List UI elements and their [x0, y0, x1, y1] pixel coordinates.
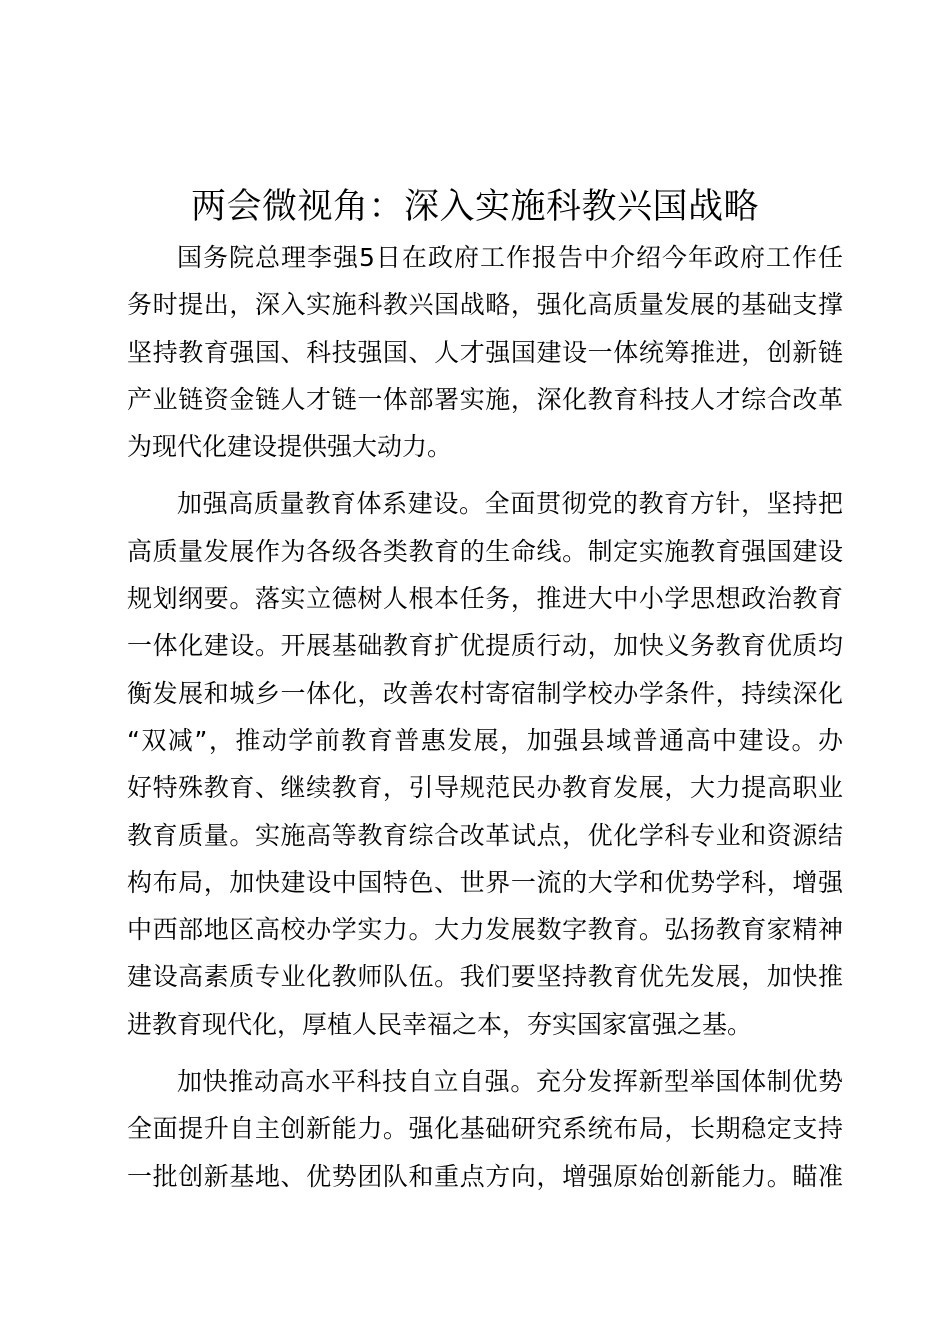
- text-line: 好特殊教育、继续教育，引导规范民办教育发展，大力提高职业: [127, 773, 843, 803]
- document-body: [127, 234, 843, 1210]
- document-title: 两会微视角：深入实施科教兴国战略: [190, 187, 759, 227]
- text-line: 国务院总理李强5日在政府工作报告中介绍今年政府工作任: [177, 243, 843, 272]
- text-line: “双减”，推动学前教育普惠发展，加强县域普通高中建设。办: [127, 725, 843, 755]
- paragraph-2: [127, 480, 843, 1048]
- text-line: 产业链资金链人才链一体部署实施，深化教育科技人才综合改革: [127, 384, 843, 414]
- paragraph-1: [127, 234, 843, 470]
- text-line: 规划纲要。落实立德树人根本任务，推进大中小学思想政治教育: [127, 584, 843, 614]
- text-line: 高质量发展作为各级各类教育的生命线。制定实施教育强国建设: [127, 536, 843, 566]
- text-line: 坚持教育强国、科技强国、人才强国建设一体统筹推进，创新链: [127, 337, 843, 367]
- text-line: 构布局，加快建设中国特色、世界一流的大学和优势学科，增强: [127, 867, 843, 897]
- text-line: 全面提升自主创新能力。强化基础研究系统布局，长期稳定支持: [127, 1114, 843, 1144]
- text-line: 一体化建设。开展基础教育扩优提质行动，加快义务教育优质均: [127, 631, 843, 661]
- paragraph-3: [127, 1058, 843, 1200]
- text-line: 衡发展和城乡一体化，改善农村寄宿制学校办学条件，持续深化: [127, 678, 843, 708]
- text-line: 务时提出，深入实施科教兴国战略，强化高质量发展的基础支撑: [127, 290, 843, 320]
- text-line: 加强高质量教育体系建设。全面贯彻党的教育方针，坚持把: [177, 489, 843, 519]
- text-line: 建设高素质专业化教师队伍。我们要坚持教育优先发展，加快推: [127, 962, 843, 992]
- text-line: 加快推动高水平科技自立自强。充分发挥新型举国体制优势: [177, 1067, 843, 1097]
- text-line: 中西部地区高校办学实力。大力发展数字教育。弘扬教育家精神: [127, 915, 843, 945]
- text-line: 教育质量。实施高等教育综合改革试点，优化学科专业和资源结: [127, 820, 843, 850]
- text-line: 一批创新基地、优势团队和重点方向，增强原始创新能力。瞄准: [127, 1161, 843, 1191]
- text-line: 进教育现代化，厚植人民幸福之本，夯实国家富强之基。: [127, 1009, 753, 1039]
- text-line: 为现代化建设提供强大动力。: [127, 432, 453, 462]
